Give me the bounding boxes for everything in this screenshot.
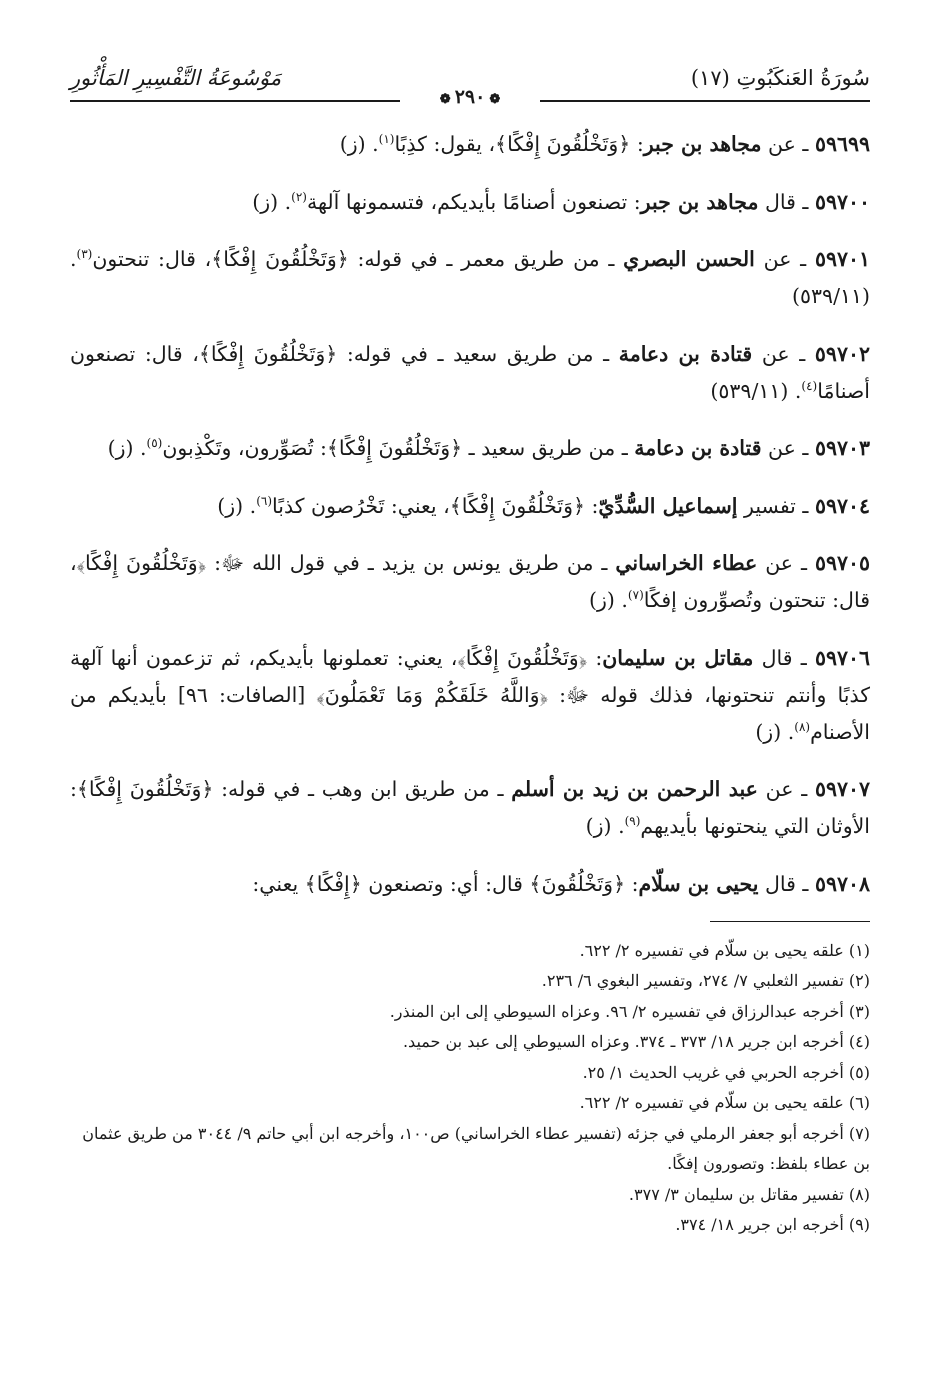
book-title: مَوْسُوعَةُ التَّفْسِيرِ المَأْثُورِ <box>70 66 282 90</box>
footnote-divider <box>710 921 870 922</box>
entry: ٥٩٧٠٤ ـ تفسير إسماعيل السُّدِّيّ: ﴿وَتَخْلُقُونَ إِفْكًا﴾، يعني: تَخْرُصون كذبًا$^{(٦)}$. (ز) <box>217 493 870 518</box>
ornament-icon: ❁ <box>439 92 451 107</box>
entry: ٥٩٧٠٠ ـ قال مجاهد بن جبر: تصنعون أصنامًا بأيديكم، فتسمونها آلهة$^{(٢)}$. (ز) <box>252 189 870 214</box>
header-rule-left <box>70 100 400 102</box>
footnote: (٤) أخرجه ابن جرير ١٨/ ٣٧٣ ـ ٣٧٤. وعزاه السيوطي إلى عبد بن حميد. <box>402 1032 870 1051</box>
main-text <box>70 126 870 903</box>
entry: ٥٩٧٠٥ ـ عن عطاء الخراساني ـ من طريق يونس بن يزيد ـ في قول الله ﷻ: ﴿وَتَخْلُقُونَ إِفْكًا﴾، قال: تنحتون وتُصوِّرون إفكًا$^{(٧)}$. (ز) <box>70 551 870 612</box>
footnotes <box>70 936 870 1241</box>
entry: ٥٩٧٠٧ ـ عن عبد الرحمن بن زيد بن أسلم ـ من طريق ابن وهب ـ في قوله: ﴿وَتَخْلُقُونَ إِفْكًا﴾: الأوثان التي ينحتونها بأيديهم$^{(٩)}$. (ز) <box>70 777 870 838</box>
entry: ٥٩٧٠٣ ـ عن قتادة بن دعامة ـ من طريق سعيد ـ ﴿وَتَخْلُقُونَ إِفْكًا﴾: تُصَوِّرون، وتَكْذِبون$^{(٥)}$. (ز) <box>107 436 870 460</box>
surah-title: سُورَةُ العَنكَبُوتِ (١٧) <box>690 66 870 90</box>
header-rule-right <box>540 100 870 102</box>
entry: ٥٩٧٠٦ ـ قال مقاتل بن سليمان: ﴿وَتَخْلُقُونَ إِفْكًا﴾، يعني: تعملونها بأيديكم، ثم تزعمون أنها آلهة كذبًا وأنتم تنحتونها، فذلك قوله ﷻ: ﴿وَاللَّهُ خَلَقَكُمْ وَمَا تَعْمَلُونَ﴾ [الصافات: ٩٦] بأيديكم من الأصنام$^{(٨)}$. (ز) <box>70 645 870 744</box>
footnote: (٩) أخرجه ابن جرير ١٨/ ٣٧٤. <box>675 1215 870 1234</box>
ornament-icon: ❁ <box>489 92 501 107</box>
footnote: (٧) أخرجه أبو جعفر الرملي في جزئه (تفسير عطاء الخراساني) ص١٠٠، وأخرجه ابن أبي حاتم ٩/ ٣٠٤٤ من طريق عثمان بن عطاء بلفظ: وتصورون إفكًا. <box>82 1123 870 1173</box>
footnote: (١) علقه يحيى بن سلّام في تفسيره ٢/ ٦٢٢. <box>579 940 870 960</box>
book-page <box>70 62 870 1342</box>
footnote: (٢) تفسير الثعلبي ٧/ ٢٧٤، وتفسير البغوي ٦/ ٢٣٦. <box>541 971 870 990</box>
page-number: ❁٢٩٠❁ <box>428 86 512 108</box>
entry: ٥٩٧٠١ ـ عن الحسن البصري ـ من طريق معمر ـ في قوله: ﴿وَتَخْلُقُونَ إِفْكًا﴾، قال: تنحتون$^{(٣)}$. (٥٣٩/١١) <box>70 247 870 308</box>
footnote: (٦) علقه يحيى بن سلّام في تفسيره ٢/ ٦٢٢. <box>579 1093 870 1112</box>
entry: ٥٩٧٠٨ ـ قال يحيى بن سلّام: ﴿وَتَخْلُقُونَ﴾ قال: أي: وتصنعون ﴿إِفْكًا﴾ يعني: <box>252 871 870 896</box>
page-header <box>70 62 870 108</box>
footnote: (٥) أخرجه الحربي في غريب الحديث ١/ ٢٥. <box>582 1062 870 1082</box>
footnote: (٨) تفسير مقاتل بن سليمان ٣/ ٣٧٧. <box>628 1184 870 1204</box>
footnote: (٣) أخرجه عبدالرزاق في تفسيره ٢/ ٩٦. وعزاه السيوطي إلى ابن المنذر. <box>389 1001 870 1021</box>
entry: ٥٩٧٠٢ ـ عن قتادة بن دعامة ـ من طريق سعيد ـ في قوله: ﴿وَتَخْلُقُونَ إِفْكًا﴾، قال: تصنعون أصنامًا$^{(٤)}$. (٥٣٩/١١) <box>70 341 870 403</box>
entry: ٥٩٦٩٩ ـ عن مجاهد بن جبر: ﴿وَتَخْلُقُونَ إِفْكًا﴾، يقول: كذِبًا$^{(١)}$. (ز) <box>339 132 870 156</box>
